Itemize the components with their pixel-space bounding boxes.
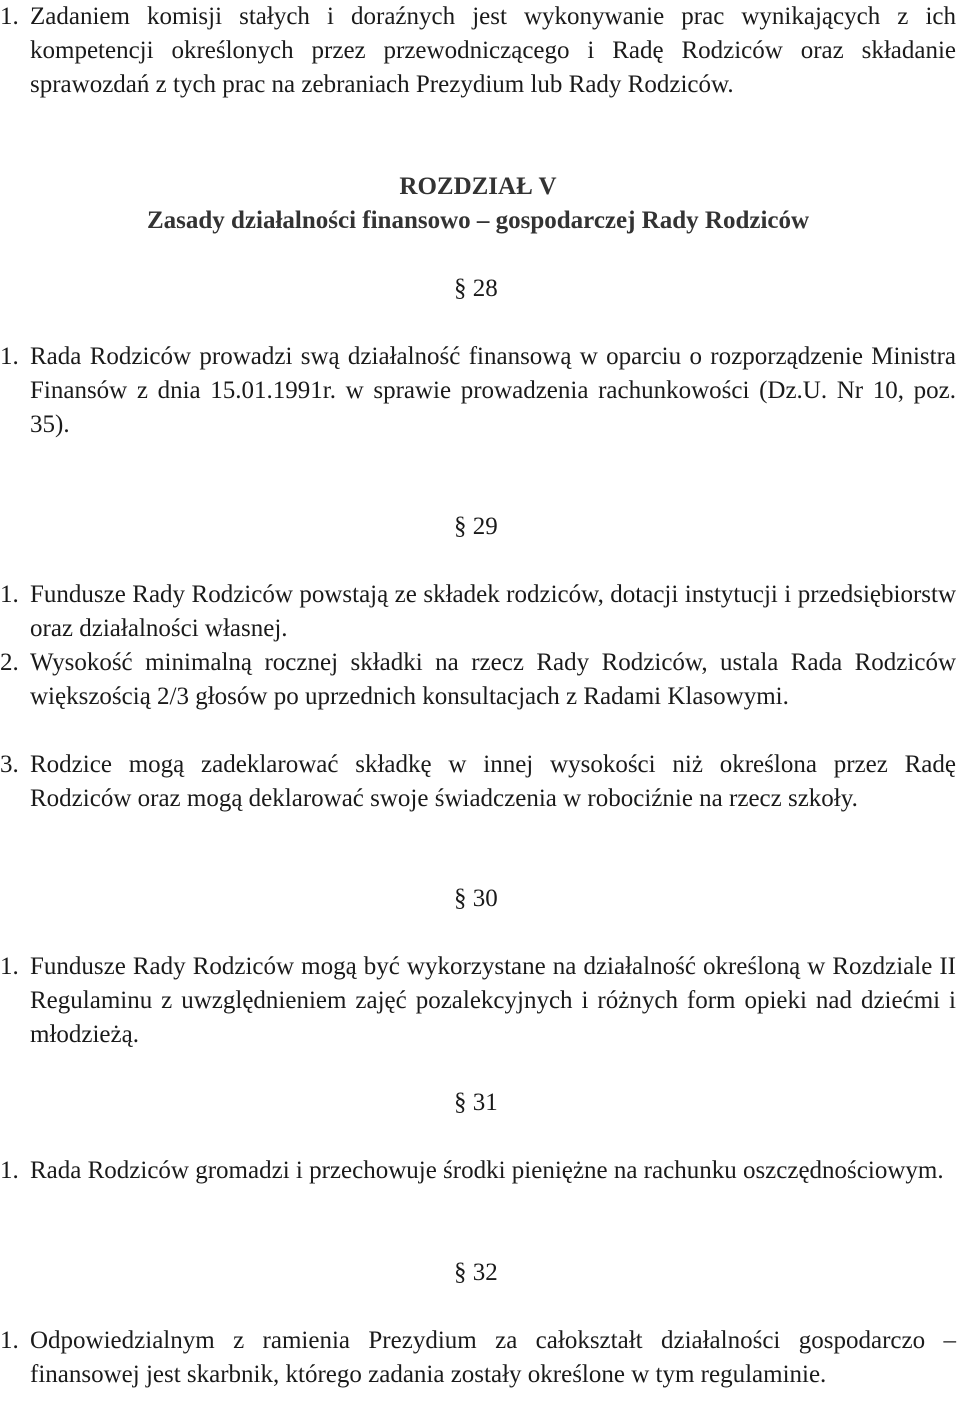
item-text: Zadaniem komisji stałych i doraźnych jest wykonywanie prac wynikających z ich kompetencji określonych przez przewodniczącego i Radę Rodziców oraz składanie sprawozdań z tych prac na zebraniach Prezydium lub Rady Rodziców.	[30, 3, 956, 98]
list-item	[0, 748, 956, 816]
list-item	[0, 578, 956, 646]
item-text: Wysokość minimalną rocznej składki na rzecz Rady Rodziców, ustala Rada Rodziców większością 2/3 głosów po uprzednich konsultacjach z Radami Klasowymi.	[30, 649, 956, 710]
item-number: 1.	[0, 1327, 19, 1354]
item-number: 2.	[0, 649, 19, 676]
item-number: 1.	[0, 343, 19, 370]
chapter-number: ROZDZIAŁ V	[399, 173, 557, 200]
item-text: Fundusze Rady Rodziców powstają ze składek rodziców, dotacji instytucji i przedsiębiorstw oraz działalności własnej.	[30, 581, 956, 642]
item-number: 1.	[0, 581, 19, 608]
item-number: 1.	[0, 3, 19, 30]
item-number: 1.	[0, 1157, 19, 1184]
chapter-title: Zasady działalności finansowo – gospodarczej Rady Rodziców	[146, 207, 810, 234]
item-text: Rodzice mogą zadeklarować składkę w innej wysokości niż określona przez Radę Rodziców oraz mogą deklarować swoje świadczenia w robociźnie na rzecz szkoły.	[30, 751, 956, 812]
item-text: Rada Rodziców prowadzi swą działalność finansową w oparciu o rozporządzenie Ministra Finansów z dnia 15.01.1991r. w sprawie prowadzenia rachunkowości (Dz.U. Nr 10, poz. 35).	[30, 343, 956, 438]
item-text: Odpowiedzialnym z ramienia Prezydium za całokształt działalności gospodarczo – finansowej jest skarbnik, którego zadania zostały określone w tym regulaminie.	[30, 1327, 956, 1388]
list-item	[0, 1154, 956, 1188]
list-item	[0, 646, 956, 714]
section-mark: § 28	[454, 275, 498, 302]
item-text: Rada Rodziców gromadzi i przechowuje środki pieniężne na rachunku oszczędnościowym.	[30, 1157, 944, 1184]
section-mark: § 29	[454, 513, 498, 540]
list-item	[0, 340, 956, 442]
list-item	[0, 950, 956, 1052]
list-item	[0, 1324, 956, 1392]
item-number: 3.	[0, 751, 19, 778]
item-number: 1.	[0, 953, 19, 980]
section-mark: § 30	[454, 885, 498, 912]
list-item	[0, 0, 956, 102]
section-mark: § 31	[454, 1089, 498, 1116]
section-mark: § 32	[454, 1259, 498, 1286]
item-text: Fundusze Rady Rodziców mogą być wykorzystane na działalność określoną w Rozdziale II Regulaminu z uwzględnieniem zajęć pozalekcyjnych i różnych form opieki nad dziećmi i młodzieżą.	[30, 953, 956, 1048]
